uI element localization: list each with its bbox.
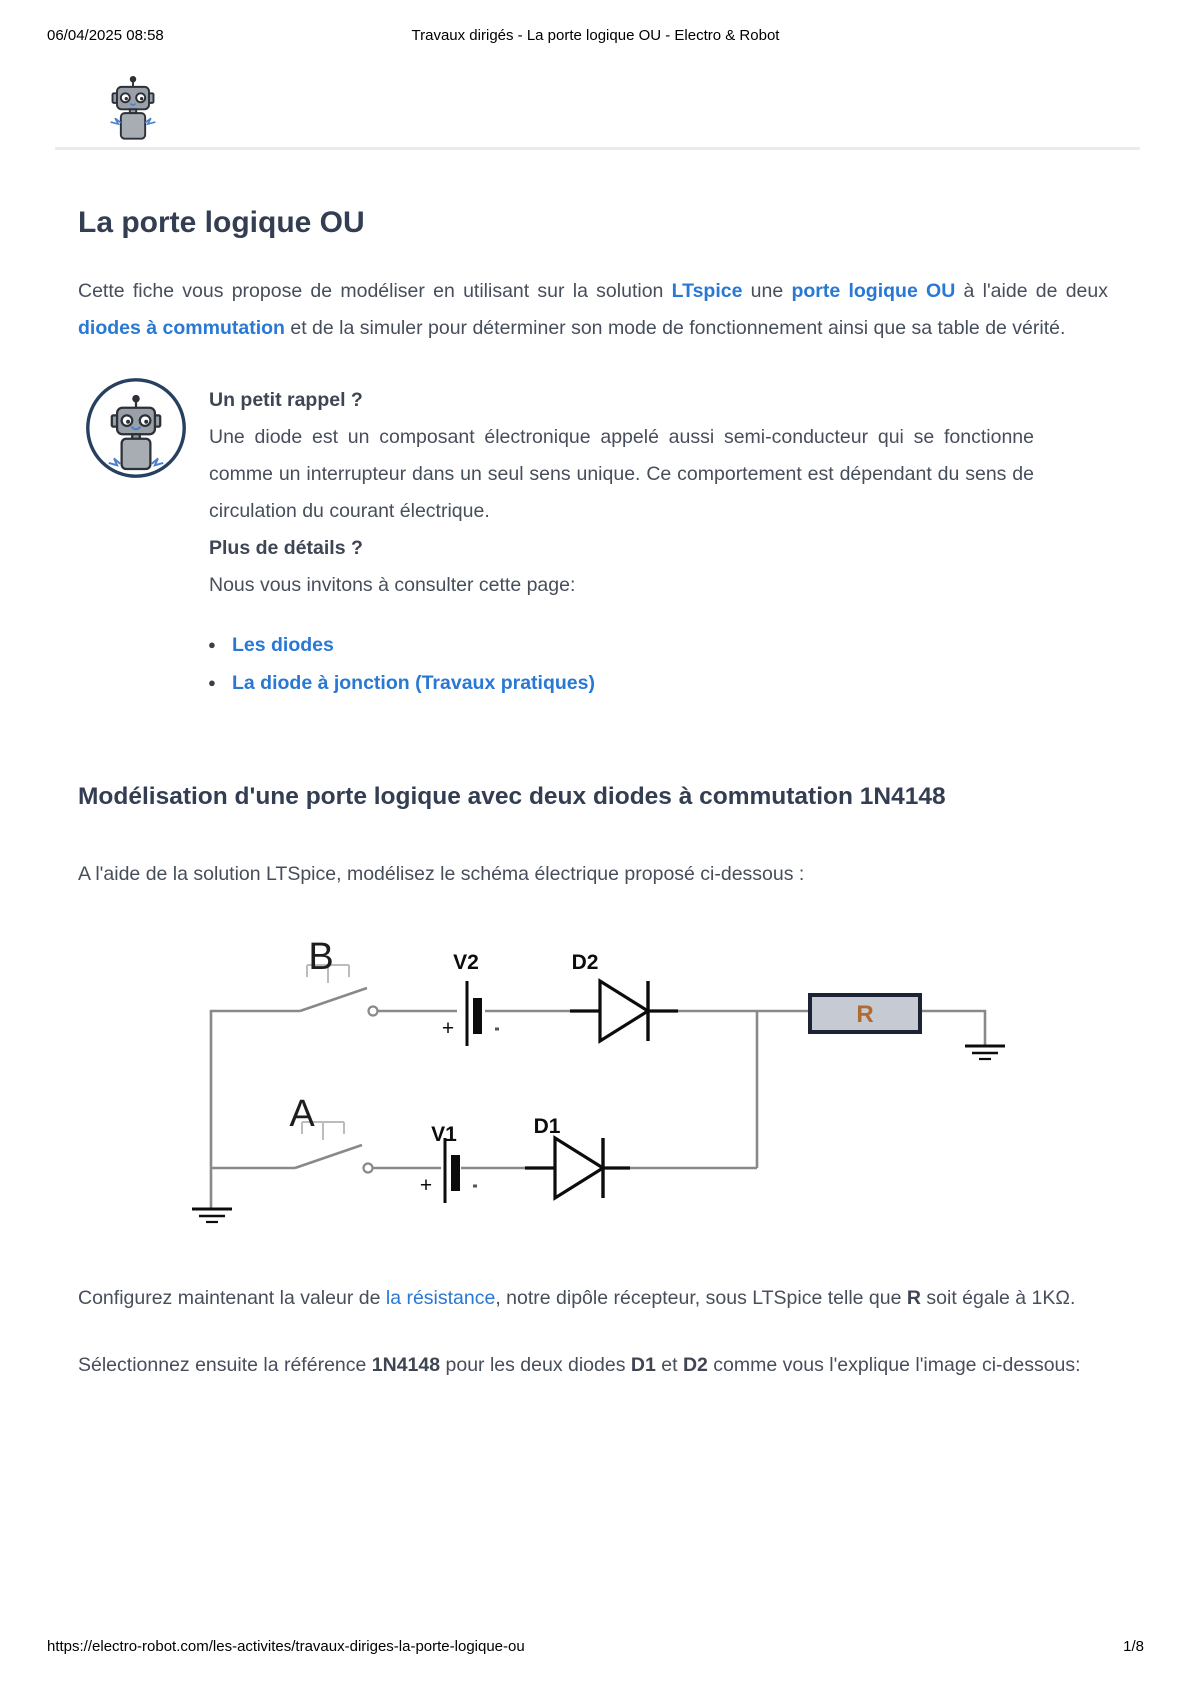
config-text-3: soit égale à 1KΩ. bbox=[920, 1287, 1076, 1309]
diode-d1 bbox=[525, 1115, 630, 1198]
battery-v1-label: V1 bbox=[431, 1122, 457, 1146]
config-text-2: , notre dipôle récepteur, sous LTSpice telle que bbox=[495, 1287, 907, 1309]
resistor-r bbox=[810, 995, 920, 1032]
page-title: La porte logique OU bbox=[78, 206, 365, 239]
link-ltspice[interactable]: LTspice bbox=[671, 280, 743, 302]
rappel-heading: Un petit rappel ? bbox=[209, 389, 363, 411]
print-footer-page-number: 1/8 bbox=[1123, 1638, 1144, 1655]
rappel-more-heading: Plus de détails ? bbox=[209, 537, 363, 559]
config-text-1: Configurez maintenant la valeur de bbox=[78, 1287, 386, 1309]
rappel-text bbox=[209, 376, 1034, 604]
diode-d2 bbox=[570, 951, 678, 1041]
section-heading: Modélisation d'une porte logique avec deux diodes à commutation 1N4148 bbox=[78, 783, 946, 810]
config-paragraph bbox=[78, 1280, 1108, 1317]
battery-v2-plus: + bbox=[441, 1016, 455, 1040]
config-bold-r: R bbox=[906, 1287, 921, 1309]
related-links-list bbox=[78, 626, 1108, 702]
robot-avatar-icon bbox=[84, 376, 188, 480]
schema-intro-paragraph: A l'aide de la solution LTSpice, modélisez le schéma électrique proposé ci-dessous : bbox=[78, 863, 805, 885]
rappel-invite: Nous vous invitons à consulter cette page: bbox=[209, 574, 576, 596]
battery-v1 bbox=[420, 1123, 477, 1203]
intro-text-4: et de la simuler pour déterminer son mode de fonctionnement ainsi que sa table de vérité. bbox=[284, 316, 1066, 339]
select-bold-d1: D1 bbox=[630, 1353, 656, 1376]
select-paragraph bbox=[78, 1347, 1108, 1384]
switch-b bbox=[300, 936, 378, 1016]
select-bold-1n4148: 1N4148 bbox=[371, 1353, 441, 1376]
battery-v1-plus: + bbox=[419, 1173, 433, 1197]
link-la-resistance[interactable]: la résistance bbox=[385, 1287, 496, 1309]
bullet-icon: ● bbox=[208, 675, 216, 690]
list-item bbox=[208, 626, 1108, 664]
ground-left-icon bbox=[192, 1209, 232, 1222]
link-diode-jonction[interactable]: La diode à jonction (Travaux pratiques) bbox=[232, 672, 595, 694]
print-footer-url: https://electro-robot.com/les-activites/travaux-diriges-la-porte-logique-ou bbox=[47, 1638, 525, 1655]
rappel-body: Une diode est un composant électronique appelé aussi semi-conducteur qui se fonctionne comme un interrupteur dans un seul sens unique. Ce comportement est dépendant du sens de circulation du courant électrique. bbox=[209, 426, 1034, 522]
switch-a bbox=[289, 1093, 372, 1173]
resistor-r-label: R bbox=[856, 1000, 874, 1028]
select-bold-d2: D2 bbox=[682, 1353, 708, 1376]
switch-b-label: B bbox=[308, 935, 334, 978]
circuit-diagram bbox=[187, 893, 1010, 1238]
intro-paragraph bbox=[78, 273, 1108, 346]
select-text-2: pour les deux diodes bbox=[440, 1353, 631, 1376]
select-text-3: et bbox=[655, 1353, 683, 1376]
print-header-datetime: 06/04/2025 08:58 bbox=[47, 27, 164, 44]
switch-a-label: A bbox=[289, 1092, 315, 1135]
intro-text-3: à l'aide de deux bbox=[955, 280, 1108, 302]
ground-right-icon bbox=[965, 1046, 1005, 1059]
diode-d1-label: D1 bbox=[533, 1114, 561, 1138]
diode-d2-label: D2 bbox=[571, 950, 599, 974]
print-header-title: Travaux dirigés - La porte logique OU - Electro & Robot bbox=[411, 27, 780, 44]
link-les-diodes[interactable]: Les diodes bbox=[232, 634, 334, 656]
battery-v2-label: V2 bbox=[453, 950, 479, 974]
list-item bbox=[208, 664, 1108, 702]
wires bbox=[211, 1011, 985, 1208]
article-content bbox=[78, 0, 1108, 1383]
intro-text-2: une bbox=[742, 280, 792, 302]
link-porte-logique-ou[interactable]: porte logique OU bbox=[791, 280, 956, 302]
select-text-4: comme vous l'explique l'image ci-dessous: bbox=[707, 1353, 1081, 1376]
bullet-icon: ● bbox=[208, 637, 216, 652]
battery-v2 bbox=[442, 951, 499, 1046]
intro-text-1: Cette fiche vous propose de modéliser en utilisant sur la solution bbox=[78, 280, 672, 302]
select-text-1: Sélectionnez ensuite la référence bbox=[78, 1353, 372, 1376]
link-diodes-commutation[interactable]: diodes à commutation bbox=[78, 316, 285, 339]
rappel-callout bbox=[78, 376, 1108, 604]
